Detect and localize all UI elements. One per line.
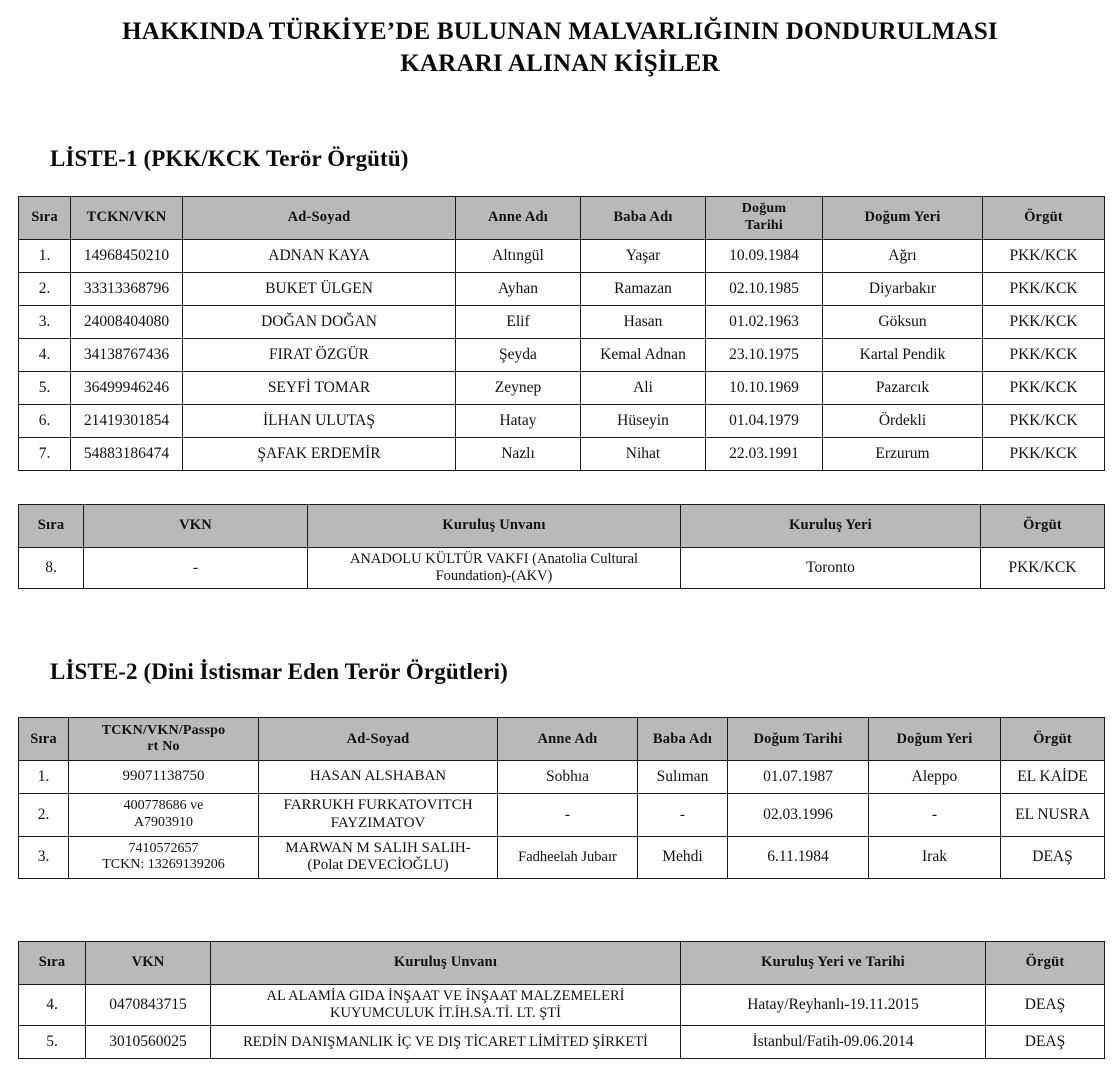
cell-baba-adi: Hüseyin [581, 405, 706, 438]
cell-dogum-tarihi: 23.10.1975 [706, 339, 823, 372]
cell-orgut: PKK/KCK [983, 438, 1105, 471]
table-row [19, 438, 1105, 471]
column-header-sira: Sıra [19, 197, 71, 240]
table-row [19, 836, 1105, 878]
cell-dogum-yeri: Diyarbakır [823, 273, 983, 306]
section-heading-liste-2: LİSTE-2 (Dini İstismar Eden Terör Örgütleri) [50, 659, 508, 685]
cell-kurulus-yeri-ve-tarihi: İstanbul/Fatih-09.06.2014 [681, 1026, 986, 1059]
cell-dogum-yeri: Ağrı [823, 240, 983, 273]
cell-anne-adi: Fadheelah Jubaır [498, 836, 638, 878]
cell-tckn [69, 794, 259, 836]
table-row [19, 984, 1105, 1025]
page-title-line-2: KARARI ALINAN KİŞİLER [400, 50, 720, 77]
cell-vkn: 0470843715 [86, 984, 211, 1025]
cell-dogum-yeri: Irak [869, 836, 1001, 878]
column-header-dogum-tarihi: Doğum Tarihi [728, 718, 869, 761]
cell-ad-soyad-line-2: FAYZIMATOV [330, 814, 426, 831]
table-row [19, 306, 1105, 339]
cell-tckn: 24008404080 [71, 306, 183, 339]
table-liste1-entities [18, 504, 1105, 589]
column-header-tckn-line-2: rt No [147, 739, 180, 755]
cell-sira: 8. [19, 548, 84, 589]
cell-anne-adi: Şeyda [456, 339, 581, 372]
cell-baba-adi: Yaşar [581, 240, 706, 273]
cell-dogum-yeri: Kartal Pendik [823, 339, 983, 372]
cell-tckn-line-1: 7410572657 [128, 840, 199, 856]
cell-anne-adi: Altıngül [456, 240, 581, 273]
cell-ad-soyad: SEYFİ TOMAR [183, 372, 456, 405]
cell-orgut: EL NUSRA [1001, 794, 1105, 836]
table-row [19, 548, 1105, 589]
table-header-row [19, 197, 1105, 240]
cell-baba-adi: - [638, 794, 728, 836]
cell-orgut: PKK/KCK [983, 405, 1105, 438]
cell-dogum-tarihi: 01.02.1963 [706, 306, 823, 339]
cell-dogum-yeri: Ördekli [823, 405, 983, 438]
cell-ad-soyad: FIRAT ÖZGÜR [183, 339, 456, 372]
table-row [19, 794, 1105, 836]
table-liste2-entities [18, 941, 1105, 1059]
cell-baba-adi: Hasan [581, 306, 706, 339]
cell-tckn-line-1: 99071138750 [122, 768, 205, 785]
cell-sira: 4. [19, 339, 71, 372]
cell-ad-soyad: İLHAN ULUTAŞ [183, 405, 456, 438]
cell-tckn-line-1: 400778686 ve [123, 798, 204, 814]
table-liste2-entities-body [19, 984, 1105, 1058]
table-liste1-persons [18, 196, 1105, 471]
table-row [19, 1026, 1105, 1059]
column-header-baba-adi: Baba Adı [581, 197, 706, 240]
cell-dogum-tarihi: 02.03.1996 [728, 794, 869, 836]
cell-tckn: 21419301854 [71, 405, 183, 438]
cell-dogum-tarihi: 01.04.1979 [706, 405, 823, 438]
cell-kurulus-yeri-ve-tarihi: Hatay/Reyhanlı-19.11.2015 [681, 984, 986, 1025]
column-header-dogum-yeri: Doğum Yeri [823, 197, 983, 240]
cell-ad-soyad: ADNAN KAYA [183, 240, 456, 273]
cell-tckn: 36499946246 [71, 372, 183, 405]
cell-ad-soyad: ŞAFAK ERDEMİR [183, 438, 456, 471]
table-header-row [19, 941, 1105, 984]
column-header-orgut: Örgüt [986, 941, 1105, 984]
cell-ad-soyad-line-2: (Polat DEVECİOĞLU) [307, 857, 449, 874]
cell-tckn: 14968450210 [71, 240, 183, 273]
cell-ad-soyad-line-1: MARWAN M SALIH SALIH- [285, 839, 471, 856]
column-header-anne-adi: Anne Adı [456, 197, 581, 240]
cell-baba-adi: Sulıman [638, 761, 728, 794]
cell-dogum-tarihi: 10.09.1984 [706, 240, 823, 273]
cell-kurulus-yeri: Toronto [681, 548, 981, 589]
cell-orgut: DEAŞ [1001, 836, 1105, 878]
cell-ad-soyad-line-1: FARRUKH FURKATOVITCH [283, 797, 473, 814]
cell-tckn: 33313368796 [71, 273, 183, 306]
cell-ad-soyad-line-1: HASAN ALSHABAN [309, 768, 447, 785]
cell-orgut: DEAŞ [986, 984, 1105, 1025]
cell-sira: 2. [19, 794, 69, 836]
cell-dogum-tarihi: 6.11.1984 [728, 836, 869, 878]
column-header-kurulus-yeri: Kuruluş Yeri [681, 505, 981, 548]
cell-tckn: 54883186474 [71, 438, 183, 471]
cell-anne-adi: Sobhıa [498, 761, 638, 794]
cell-tckn: 34138767436 [71, 339, 183, 372]
cell-tckn [69, 836, 259, 878]
cell-anne-adi: Elif [456, 306, 581, 339]
column-header-sira: Sıra [19, 505, 84, 548]
cell-dogum-tarihi: 01.07.1987 [728, 761, 869, 794]
column-header-kurulus-yeri-ve-tarihi: Kuruluş Yeri ve Tarihi [681, 941, 986, 984]
cell-orgut: PKK/KCK [983, 306, 1105, 339]
cell-sira: 6. [19, 405, 71, 438]
cell-baba-adi: Kemal Adnan [581, 339, 706, 372]
cell-sira: 3. [19, 306, 71, 339]
cell-ad-soyad: DOĞAN DOĞAN [183, 306, 456, 339]
cell-dogum-yeri: Erzurum [823, 438, 983, 471]
cell-ad-soyad [259, 794, 498, 836]
column-header-vkn: VKN [86, 941, 211, 984]
cell-orgut: PKK/KCK [983, 339, 1105, 372]
column-header-dogum-tarihi-line-1: Doğum [741, 201, 787, 217]
table-liste1-persons-body [19, 240, 1105, 471]
column-header-dogum-tarihi-line-2: Tarihi [744, 218, 784, 233]
cell-sira: 2. [19, 273, 71, 306]
table-liste1-entities-wrapper [0, 504, 1120, 589]
table-header-row [19, 505, 1105, 548]
column-header-orgut: Örgüt [1001, 718, 1105, 761]
column-header-dogum-tarihi [706, 197, 823, 240]
table-liste2-persons-wrapper [0, 717, 1120, 879]
column-header-tckn-vkn-passport [69, 718, 259, 761]
cell-kurulus-unvani: ANADOLU KÜLTÜR VAKFI (Anatolia Cultural Foundation)-(AKV) [308, 548, 681, 589]
cell-dogum-tarihi: 22.03.1991 [706, 438, 823, 471]
cell-ad-soyad: BUKET ÜLGEN [183, 273, 456, 306]
table-liste2-entities-wrapper [0, 941, 1120, 1059]
page-title [0, 0, 1120, 80]
cell-orgut: DEAŞ [986, 1026, 1105, 1059]
column-header-anne-adi: Anne Adı [498, 718, 638, 761]
column-header-ad-soyad: Ad-Soyad [183, 197, 456, 240]
cell-dogum-yeri: Pazarcık [823, 372, 983, 405]
table-row [19, 273, 1105, 306]
cell-orgut: PKK/KCK [981, 548, 1105, 589]
cell-sira: 4. [19, 984, 86, 1025]
cell-orgut: PKK/KCK [983, 273, 1105, 306]
cell-ad-soyad [259, 836, 498, 878]
page-title-line-1: HAKKINDA TÜRKİYE’DE BULUNAN MALVARLIĞININ DONDURULMASI [122, 18, 998, 45]
cell-kurulus-unvani: AL ALAMİA GIDA İNŞAAT VE İNŞAAT MALZEMELERİ KUYUMCULUK İT.İH.SA.Tİ. LT. ŞTİ [211, 984, 681, 1025]
cell-ad-soyad [259, 761, 498, 794]
cell-orgut: PKK/KCK [983, 240, 1105, 273]
table-row [19, 761, 1105, 794]
table-liste2-persons-body [19, 761, 1105, 879]
column-header-dogum-yeri: Doğum Yeri [869, 718, 1001, 761]
cell-anne-adi: Hatay [456, 405, 581, 438]
column-header-kurulus-unvani: Kuruluş Unvanı [211, 941, 681, 984]
table-row [19, 405, 1105, 438]
cell-kurulus-unvani: REDİN DANIŞMANLIK İÇ VE DIŞ TİCARET LİMİTED ŞİRKETİ [211, 1026, 681, 1059]
column-header-vkn: VKN [84, 505, 308, 548]
cell-vkn: - [84, 548, 308, 589]
cell-baba-adi: Ali [581, 372, 706, 405]
cell-anne-adi: Nazlı [456, 438, 581, 471]
cell-sira: 5. [19, 1026, 86, 1059]
table-row [19, 372, 1105, 405]
column-header-sira: Sıra [19, 718, 69, 761]
cell-anne-adi: - [498, 794, 638, 836]
cell-baba-adi: Mehdi [638, 836, 728, 878]
cell-dogum-tarihi: 10.10.1969 [706, 372, 823, 405]
cell-dogum-yeri: Aleppo [869, 761, 1001, 794]
table-row [19, 240, 1105, 273]
cell-anne-adi: Ayhan [456, 273, 581, 306]
cell-sira: 1. [19, 761, 69, 794]
table-liste1-persons-wrapper [0, 196, 1120, 471]
column-header-orgut: Örgüt [981, 505, 1105, 548]
cell-orgut: EL KAİDE [1001, 761, 1105, 794]
column-header-kurulus-unvani: Kuruluş Unvanı [308, 505, 681, 548]
cell-anne-adi: Zeynep [456, 372, 581, 405]
cell-sira: 1. [19, 240, 71, 273]
cell-sira: 3. [19, 836, 69, 878]
cell-tckn-line-2: TCKN: 13269139206 [102, 857, 225, 873]
cell-sira: 7. [19, 438, 71, 471]
cell-baba-adi: Ramazan [581, 273, 706, 306]
cell-dogum-yeri: Göksun [823, 306, 983, 339]
cell-orgut: PKK/KCK [983, 372, 1105, 405]
section-heading-liste-1: LİSTE-1 (PKK/KCK Terör Örgütü) [50, 146, 409, 171]
table-row [19, 339, 1105, 372]
column-header-ad-soyad: Ad-Soyad [259, 718, 498, 761]
table-liste2-persons [18, 717, 1105, 879]
table-header-row [19, 718, 1105, 761]
cell-baba-adi: Nihat [581, 438, 706, 471]
column-header-orgut: Örgüt [983, 197, 1105, 240]
table-liste1-entities-body [19, 548, 1105, 589]
cell-sira: 5. [19, 372, 71, 405]
cell-vkn: 3010560025 [86, 1026, 211, 1059]
cell-tckn-line-2: A7903910 [133, 814, 194, 830]
column-header-baba-adi: Baba Adı [638, 718, 728, 761]
cell-dogum-tarihi: 02.10.1985 [706, 273, 823, 306]
cell-dogum-yeri: - [869, 794, 1001, 836]
cell-tckn [69, 761, 259, 794]
column-header-tckn-vkn: TCKN/VKN [71, 197, 183, 240]
column-header-tckn-line-1: TCKN/VKN/Passpo [101, 722, 226, 738]
column-header-sira: Sıra [19, 941, 86, 984]
